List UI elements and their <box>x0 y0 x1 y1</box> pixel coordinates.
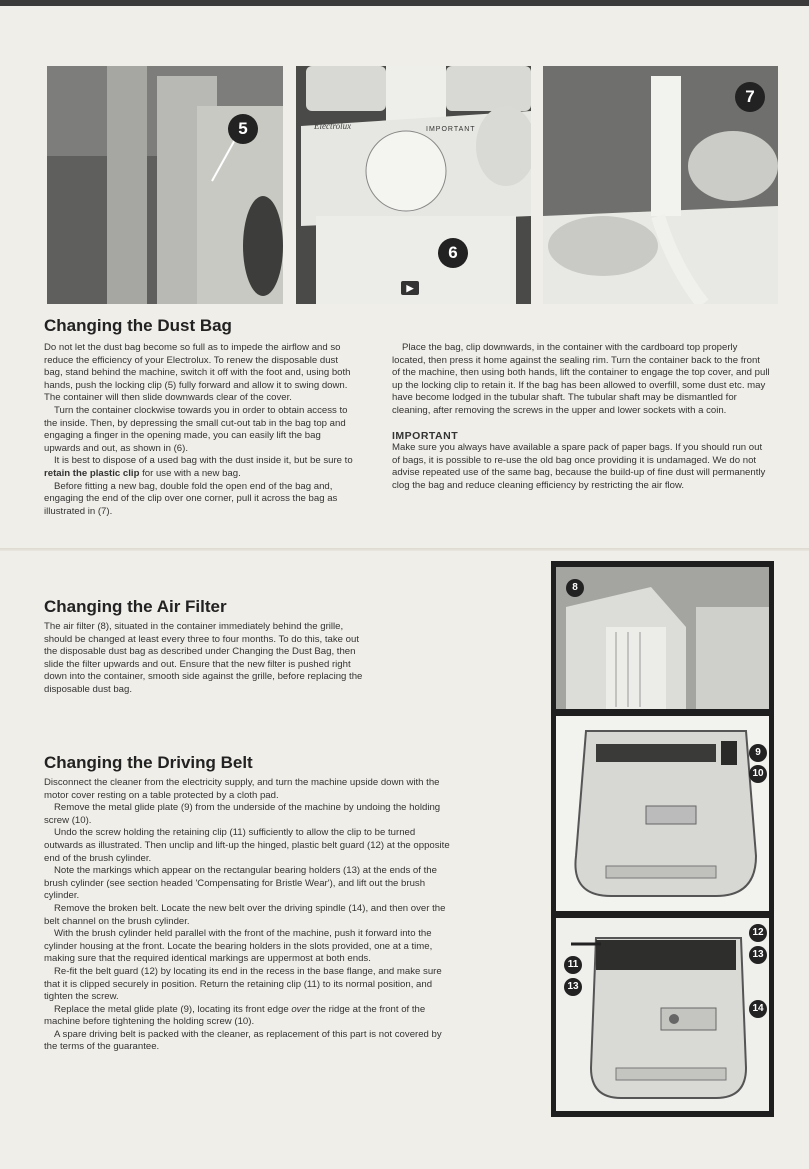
belt-para-1: Disconnect the cleaner from the electricity supply, and turn the machine upside down with the motor cover resting on a table protected by a cloth pad. <box>44 777 440 801</box>
photo-brush-cylinder <box>556 918 769 1111</box>
top-edge <box>0 0 809 6</box>
dust-bag-para-4: Before fitting a new bag, double fold the open end of the bag and, engaging the end of the clip over one corner, pull it across the bag as illustrated in (7). <box>44 480 338 517</box>
electrolux-logo-icon: ▶ <box>401 281 419 295</box>
driving-belt-text-block <box>44 777 456 1054</box>
belt-para-5: Remove the broken belt. Locate the new belt over the driving spindle (14), and then over the belt channel on the brush cylinder. <box>44 902 446 927</box>
bag-notice-text: IMPORTANT <box>426 126 476 133</box>
vacuum-illustration <box>47 66 283 304</box>
bag-illustration <box>296 66 531 304</box>
dust-bag-left-column <box>44 342 358 518</box>
photo-glide-plate <box>556 716 769 911</box>
important-text: Make sure you always have available a spare pack of paper bags. If you should run out of bags, it is possible to re-use the old bag once providing it is undamaged. We do not advise repeated use of the same bag, because the build-up of fine dust will permanently clog the bag and reduce cleaning efficiency by restricting the air flow. <box>392 442 766 491</box>
diagram-frame <box>551 561 774 1117</box>
glide-post: the ridge at the front of the machine before tightening the holding screw (10). <box>44 1003 426 1028</box>
label-13-left: 13 <box>564 978 582 996</box>
page-fold <box>0 548 809 551</box>
belt-para-4: Note the markings which appear on the rectangular bearing holders (13) at the ends of the brush cylinder (see section headed 'Compensating for Bristle Wear'), and lift out the brush cylinder. <box>44 865 437 902</box>
dust-bag-para-1: Do not let the dust bag become so full as to impede the airflow and so reduce the efficiency of your Electrolux. To renew the disposable dust bag, stand behind the machine, switch it off with the foot and, using both hands, push the locking clip (5) fully forward and allow it to swing down. The container will then slide downwards clear of the cover. <box>44 342 351 404</box>
label-7: 7 <box>735 82 765 112</box>
air-filter-heading: Changing the Air Filter <box>44 597 227 616</box>
air-filter-text-block <box>44 621 374 697</box>
retain-pre: It is best to dispose of a used bag with the dust inside it, but be sure to <box>54 455 353 467</box>
underside-illustration <box>556 716 769 911</box>
retain-post: for use with a new bag. <box>139 467 241 479</box>
label-14: 14 <box>749 1000 767 1018</box>
label-10: 10 <box>749 765 767 783</box>
label-12: 12 <box>749 924 767 942</box>
glide-pre: Replace the metal glide plate (9), locating its front edge <box>54 1003 292 1015</box>
belt-para-6: With the brush cylinder held parallel with the front of the machine, push it forward into the cylinder housing at the front. Locate the bearing holders in the slots provided, one at a time, making sure that the required identical markings are uppermost at both ends. <box>44 928 433 965</box>
bag-brand-text: Electrolux <box>314 121 352 131</box>
glide-em: over <box>291 1003 310 1015</box>
brush-illustration <box>556 918 769 1111</box>
label-8: 8 <box>566 579 584 597</box>
dust-bag-para-5: Place the bag, clip downwards, in the container with the cardboard top properly located, then press it home against the sealing rim. Turn the container back to the front of the machine, then using both hands, lift the container to engage the top cover, and pull up the locking clip to retain it. If the bag has been allowed to overfill, some dust etc. may have become lodged in the tubular shaft. The tubular shaft may be dismantled for cleaning, after removing the screws in the upper and lower sockets with a coin. <box>392 342 770 416</box>
important-heading: IMPORTANT <box>392 429 459 442</box>
label-9: 9 <box>749 744 767 762</box>
label-11: 11 <box>564 956 582 974</box>
driving-belt-heading: Changing the Driving Belt <box>44 753 253 772</box>
retain-bold: retain the plastic clip <box>44 467 140 479</box>
photo-locking-clip <box>47 66 283 304</box>
label-6: 6 <box>438 238 468 268</box>
belt-para-9: A spare driving belt is packed with the cleaner, as replacement of this part is not covered by the terms of the guarantee. <box>44 1028 442 1053</box>
label-13-right: 13 <box>749 946 767 964</box>
photo-bag-removal <box>296 66 531 304</box>
dust-bag-heading: Changing the Dust Bag <box>44 316 232 335</box>
photo-air-filter <box>556 567 769 709</box>
belt-para-3: Undo the screw holding the retaining clip (11) sufficiently to allow the clip to be turned outwards as illustrated. Then unclip and lift-up the hinged, plastic belt guard (12) at the opposite end of the brush cylinder. <box>44 827 450 864</box>
belt-para-8 <box>44 1004 456 1029</box>
label-5: 5 <box>228 114 258 144</box>
dust-bag-para-2: Turn the container clockwise towards you in order to obtain access to the inside. Then, by depressing the small cut-out tab in the bag top and engaging a finger in the opening made, you can easily lift the bag upwards and out, as shown in (6). <box>44 404 348 454</box>
air-filter-text: The air filter (8), situated in the container immediately behind the grille, should be changed at least every three to four months. To do this, take out the disposable dust bag as described under Changing the Dust Bag, then slide the filter upwards and out. Ensure that the new filter is pushed right down into the container, smooth side against the grille, before replacing the disposable dust bag. <box>44 621 363 695</box>
dust-bag-right-column <box>392 342 770 493</box>
belt-para-7: Re-fit the belt guard (12) by locating its end in the recess in the base flange, and make sure that it is clipped securely in position. Return the retaining clip (11) to its normal position, and tighten the screw. <box>44 965 442 1003</box>
dust-bag-para-3 <box>44 455 358 480</box>
filter-illustration <box>556 567 769 709</box>
photo-clip-fitting <box>543 66 778 304</box>
belt-para-2: Remove the metal glide plate (9) from the underside of the machine by undoing the holding screw (10). <box>44 802 441 826</box>
